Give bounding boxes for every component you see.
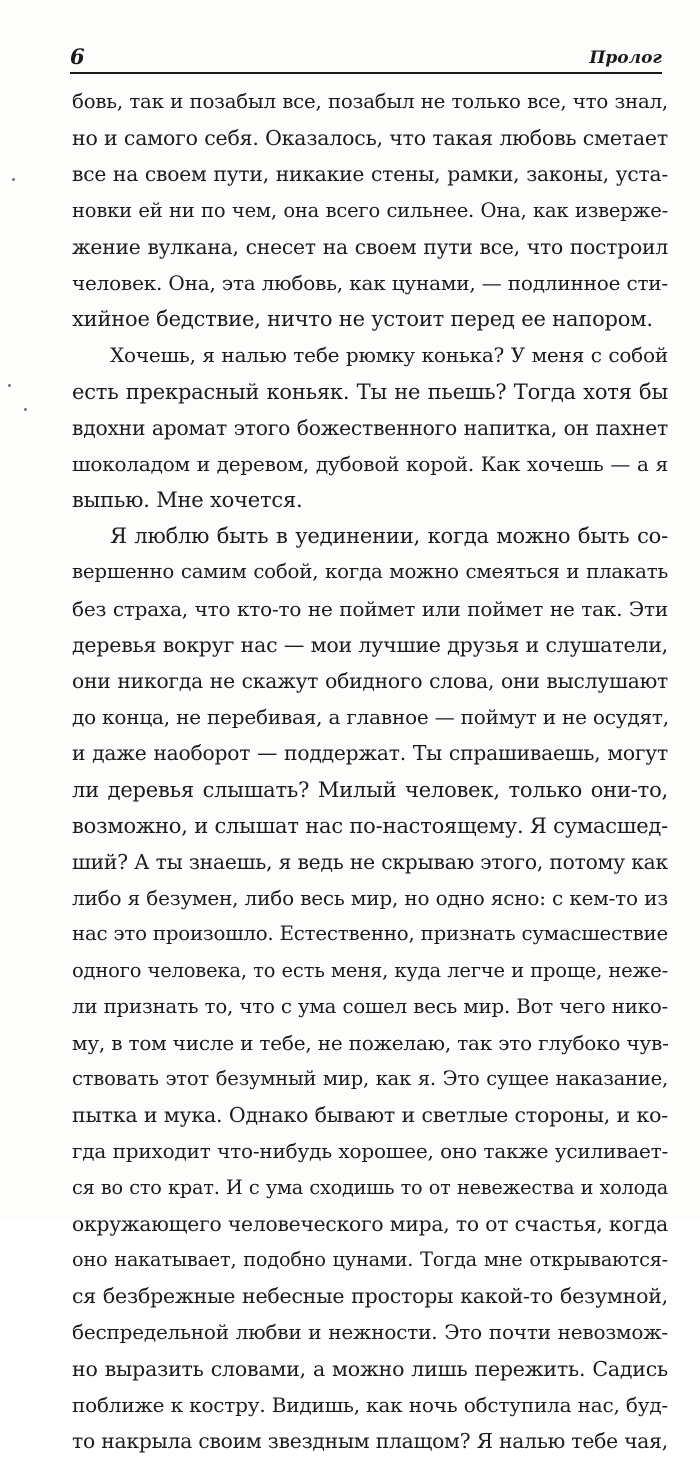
text-line: ли признать то, что с ума сошел весь мир. Вот чего нико- xyxy=(72,994,668,1018)
text-line: без страха, что кто-то не поймет или поймет не так. Эти xyxy=(72,596,668,621)
text-line: окружающего человеческого мира, то от счастья, когда xyxy=(72,1211,668,1236)
text-line: му, в том числе и тебе, не пожелаю, так это глубоко чув- xyxy=(72,1030,669,1055)
text-line: и даже наоборот — поддержат. Ты спрашиваешь, могут xyxy=(72,741,668,766)
scan-speck xyxy=(12,178,15,181)
page-header xyxy=(70,44,662,72)
text-line-paragraph-start: Хочешь, я налью тебе рюмку конька? У меня с собой xyxy=(110,343,668,368)
text-line: но и самого себя. Оказалось, что такая любовь сметает xyxy=(72,126,668,151)
text-line: поближе к костру. Видишь, как ночь обступила нас, буд- xyxy=(72,1392,668,1417)
text-line: все на своем пути, никакие стены, рамки, законы, уста- xyxy=(72,162,668,187)
text-line: есть прекрасный коньяк. Ты не пьешь? Тогда хотя бы xyxy=(72,379,668,404)
text-line: гда приходит что-нибудь хорошее, оно также усиливает- xyxy=(72,1139,668,1164)
text-line-paragraph-start: Я люблю быть в уединении, когда можно быть со- xyxy=(110,524,668,549)
text-line: беспредельной любви и нежности. Это почти невозмож- xyxy=(72,1320,668,1345)
text-line: шоколадом и деревом, дубовой корой. Как хочешь — а я xyxy=(72,451,668,476)
header-divider xyxy=(70,72,662,74)
scan-speck xyxy=(24,408,27,411)
text-line: нас это произошло. Естественно, признать сумасшествие xyxy=(72,922,668,946)
text-line: одного человека, то есть меня, куда легче и проще, неже- xyxy=(72,958,668,982)
text-line: вершенно самим собой, когда можно смеяться и плакать xyxy=(72,560,668,584)
scan-speck xyxy=(8,384,11,387)
text-line: вдохни аромат этого божественного напитка, он пахнет xyxy=(72,415,668,440)
text-line-paragraph-end: хийное бедствие, ничто не устоит перед ее напором. xyxy=(72,307,653,332)
text-line: деревья вокруг нас — мои лучшие друзья и слушатели, xyxy=(72,632,668,657)
text-line: пытка и мука. Однако бывают и светлые стороны, и ко- xyxy=(72,1103,668,1128)
text-line: ся во сто крат. И с ума сходишь то от невежества и холода xyxy=(72,1175,668,1199)
text-line: то накрыла своим звездным плащом? Я налью тебе чая, xyxy=(72,1428,668,1453)
text-line: новки ей ни по чем, она всего сильнее. Она, как изверже- xyxy=(72,198,668,222)
text-line-paragraph-end: выпью. Мне хочется. xyxy=(72,488,303,513)
page-number: 6 xyxy=(70,44,85,69)
text-line: ший? А ты знаешь, я ведь не скрываю этого, потому как xyxy=(72,849,668,874)
text-line: ли деревья слышать? Милый человек, только они-то, xyxy=(72,777,668,802)
text-line: ствовать этот безумный мир, как я. Это сущее наказание, xyxy=(72,1067,668,1091)
running-title: Пролог xyxy=(589,48,662,68)
text-line: жение вулкана, снесет на своем пути все, что построил xyxy=(72,234,668,259)
text-line: они никогда не скажут обидного слова, они выслушают xyxy=(72,669,668,693)
text-line: человек. Она, эта любовь, как цунами, — подлинное сти- xyxy=(72,270,668,295)
text-line: бовь, так и позабыл все, позабыл не только все, что знал, xyxy=(72,90,668,113)
text-line: ся безбрежные небесные просторы какой-то безумной, xyxy=(72,1284,668,1309)
text-line: возможно, и слышат нас по-настоящему. Я сумасшед- xyxy=(72,813,669,838)
text-line: до конца, не перебивая, а главное — поймут и не осудят, xyxy=(72,705,669,730)
text-line: оно накатывает, подобно цунами. Тогда мне открываются- xyxy=(72,1248,668,1271)
text-line: но выразить словами, а можно лишь пережить. Садись xyxy=(72,1356,668,1381)
body-text xyxy=(72,84,668,1459)
text-line: либо я безумен, либо весь мир, но одно ясно: с кем-то из xyxy=(72,886,668,911)
